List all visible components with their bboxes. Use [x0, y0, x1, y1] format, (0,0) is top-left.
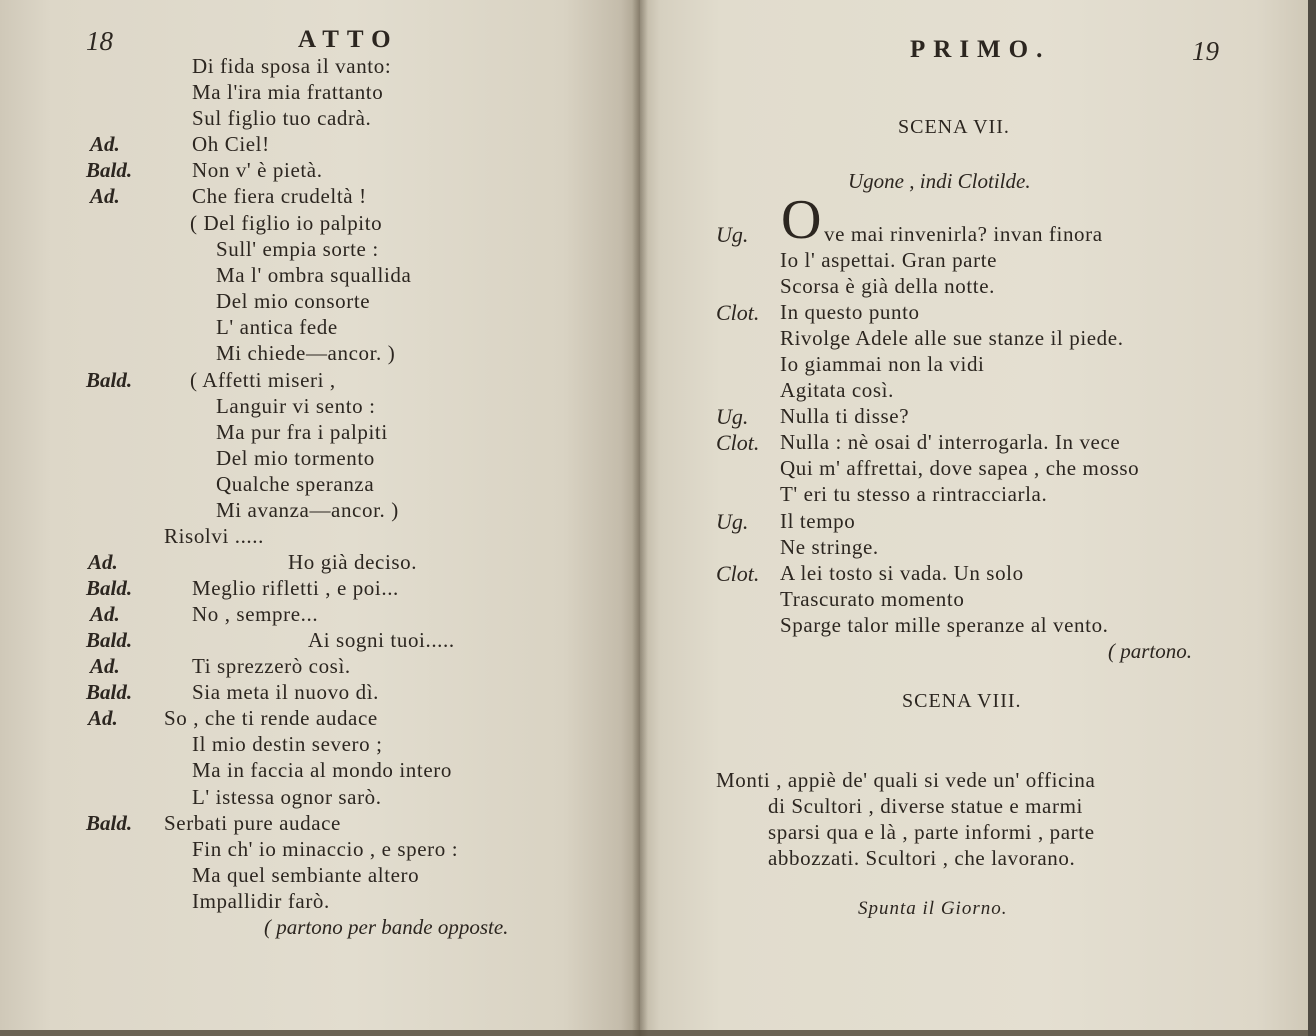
speaker-label: Bald.: [86, 158, 133, 182]
scene-heading: SCENA VIII.: [902, 690, 1022, 712]
verse-line: Ho già deciso.: [288, 550, 418, 574]
verse-line: Ti sprezzerò così.: [192, 654, 351, 678]
setting-line: sparsi qua e là , parte informi , parte: [768, 820, 1095, 844]
setting-line: abbozzati. Scultori , che lavorano.: [768, 846, 1076, 870]
verse-line: T' eri tu stesso a rintracciarla.: [780, 482, 1048, 506]
verse-line: Ne stringe.: [780, 535, 879, 559]
verse-line: Nulla ti disse?: [780, 404, 910, 428]
verse-line: Ma in faccia al mondo intero: [192, 758, 452, 782]
running-head: PRIMO.: [910, 36, 1051, 63]
verse-line: Ma l'ira mia frattanto: [192, 80, 384, 104]
speaker-label: Ug.: [716, 404, 749, 429]
speaker-label: Ug.: [716, 509, 749, 534]
verse-line: Agitata così.: [780, 378, 894, 402]
verse-line: Ma pur fra i palpiti: [216, 420, 388, 444]
speaker-label: Clot.: [716, 561, 760, 586]
verse-line: Ma quel sembiante altero: [192, 863, 420, 887]
verse-line: Che fiera crudeltà !: [192, 184, 367, 208]
verse-line: Mi avanza—ancor. ): [216, 498, 399, 522]
verse-line: Del mio consorte: [216, 289, 371, 313]
stage-direction-dawn: Spunta il Giorno.: [858, 898, 1008, 919]
verse-line: Il mio destin severo ;: [192, 732, 383, 756]
verse-line: Scorsa è già della notte.: [780, 274, 996, 298]
verse-line: Io giammai non la vidi: [780, 352, 985, 376]
verse-line: Ai sogni tuoi.....: [308, 628, 455, 652]
speaker-label: Clot.: [716, 300, 760, 325]
verse-line: Nulla : nè osai d' interrogarla. In vece: [780, 430, 1121, 454]
verse-line: Io l' aspettai. Gran parte: [780, 248, 998, 272]
verse-line: ( Del figlio io palpito: [190, 211, 383, 235]
verse-line: Qualche speranza: [216, 472, 375, 496]
speaker-label: Ad.: [90, 184, 120, 208]
speaker-label: Bald.: [86, 628, 133, 652]
verse-line: No , sempre...: [192, 602, 319, 626]
verse-line: Fin ch' io minaccio , e spero :: [192, 837, 459, 861]
verse-line: ve mai rinvenirla? invan finora: [824, 222, 1103, 246]
verse-line: Qui m' affrettai, dove sapea , che mosso: [780, 456, 1140, 480]
speaker-label: Bald.: [86, 680, 133, 704]
verse-line: Impallidir farò.: [192, 889, 330, 913]
verse-line: Risolvi .....: [164, 524, 264, 548]
verse-line: Sparge talor mille speranze al vento.: [780, 613, 1109, 637]
page-number: 19: [1192, 36, 1219, 66]
verse-line: A lei tosto si vada. Un solo: [780, 561, 1024, 585]
book-edge: [1308, 0, 1316, 1036]
verse-line: Oh Ciel!: [192, 132, 270, 156]
verse-line: L' istessa ognor sarò.: [192, 785, 382, 809]
verse-line: Meglio rifletti , e poi...: [192, 576, 399, 600]
stage-direction: ( partono per bande opposte.: [264, 915, 509, 939]
book-gutter: [632, 0, 648, 1036]
scene-heading: SCENA VII.: [898, 116, 1010, 138]
verse-line: Sul figlio tuo cadrà.: [192, 106, 372, 130]
speaker-label: Bald.: [86, 811, 133, 835]
verse-line: Il tempo: [780, 509, 856, 533]
page-number: 18: [86, 26, 113, 56]
speaker-label: Ug.: [716, 222, 749, 247]
scene-cast: Ugone , indi Clotilde.: [848, 169, 1031, 193]
verse-line: Mi chiede—ancor. ): [216, 341, 396, 365]
right-page: [640, 0, 1310, 1030]
speaker-label: Clot.: [716, 430, 760, 455]
speaker-label: Ad.: [88, 706, 118, 730]
running-head: ATTO: [298, 26, 399, 53]
verse-line: So , che ti rende audace: [164, 706, 378, 730]
verse-line: Del mio tormento: [216, 446, 375, 470]
speaker-label: Bald.: [86, 368, 133, 392]
verse-line: Rivolge Adele alle sue stanze il piede.: [780, 326, 1124, 350]
drop-capital: O: [781, 189, 822, 251]
verse-line: Sia meta il nuovo dì.: [192, 680, 379, 704]
verse-line: L' antica fede: [216, 315, 338, 339]
speaker-label: Bald.: [86, 576, 133, 600]
stage-direction: ( partono.: [1108, 639, 1192, 663]
speaker-label: Ad.: [88, 550, 118, 574]
speaker-label: Ad.: [90, 132, 120, 156]
verse-line: ( Affetti miseri ,: [190, 368, 336, 392]
verse-line: Ma l' ombra squallida: [216, 263, 412, 287]
verse-line: Sull' empia sorte :: [216, 237, 379, 261]
verse-line: In questo punto: [780, 300, 920, 324]
speaker-label: Ad.: [90, 602, 120, 626]
verse-line: Serbati pure audace: [164, 811, 341, 835]
setting-line: di Scultori , diverse statue e marmi: [768, 794, 1083, 818]
verse-line: Trascurato momento: [780, 587, 965, 611]
verse-line: Di fida sposa il vanto:: [192, 54, 392, 78]
verse-line: Languir vi sento :: [216, 394, 376, 418]
left-page: [0, 0, 640, 1030]
verse-line: Non v' è pietà.: [192, 158, 323, 182]
setting-line: Monti , appiè de' quali si vede un' officina: [716, 768, 1096, 792]
speaker-label: Ad.: [90, 654, 120, 678]
